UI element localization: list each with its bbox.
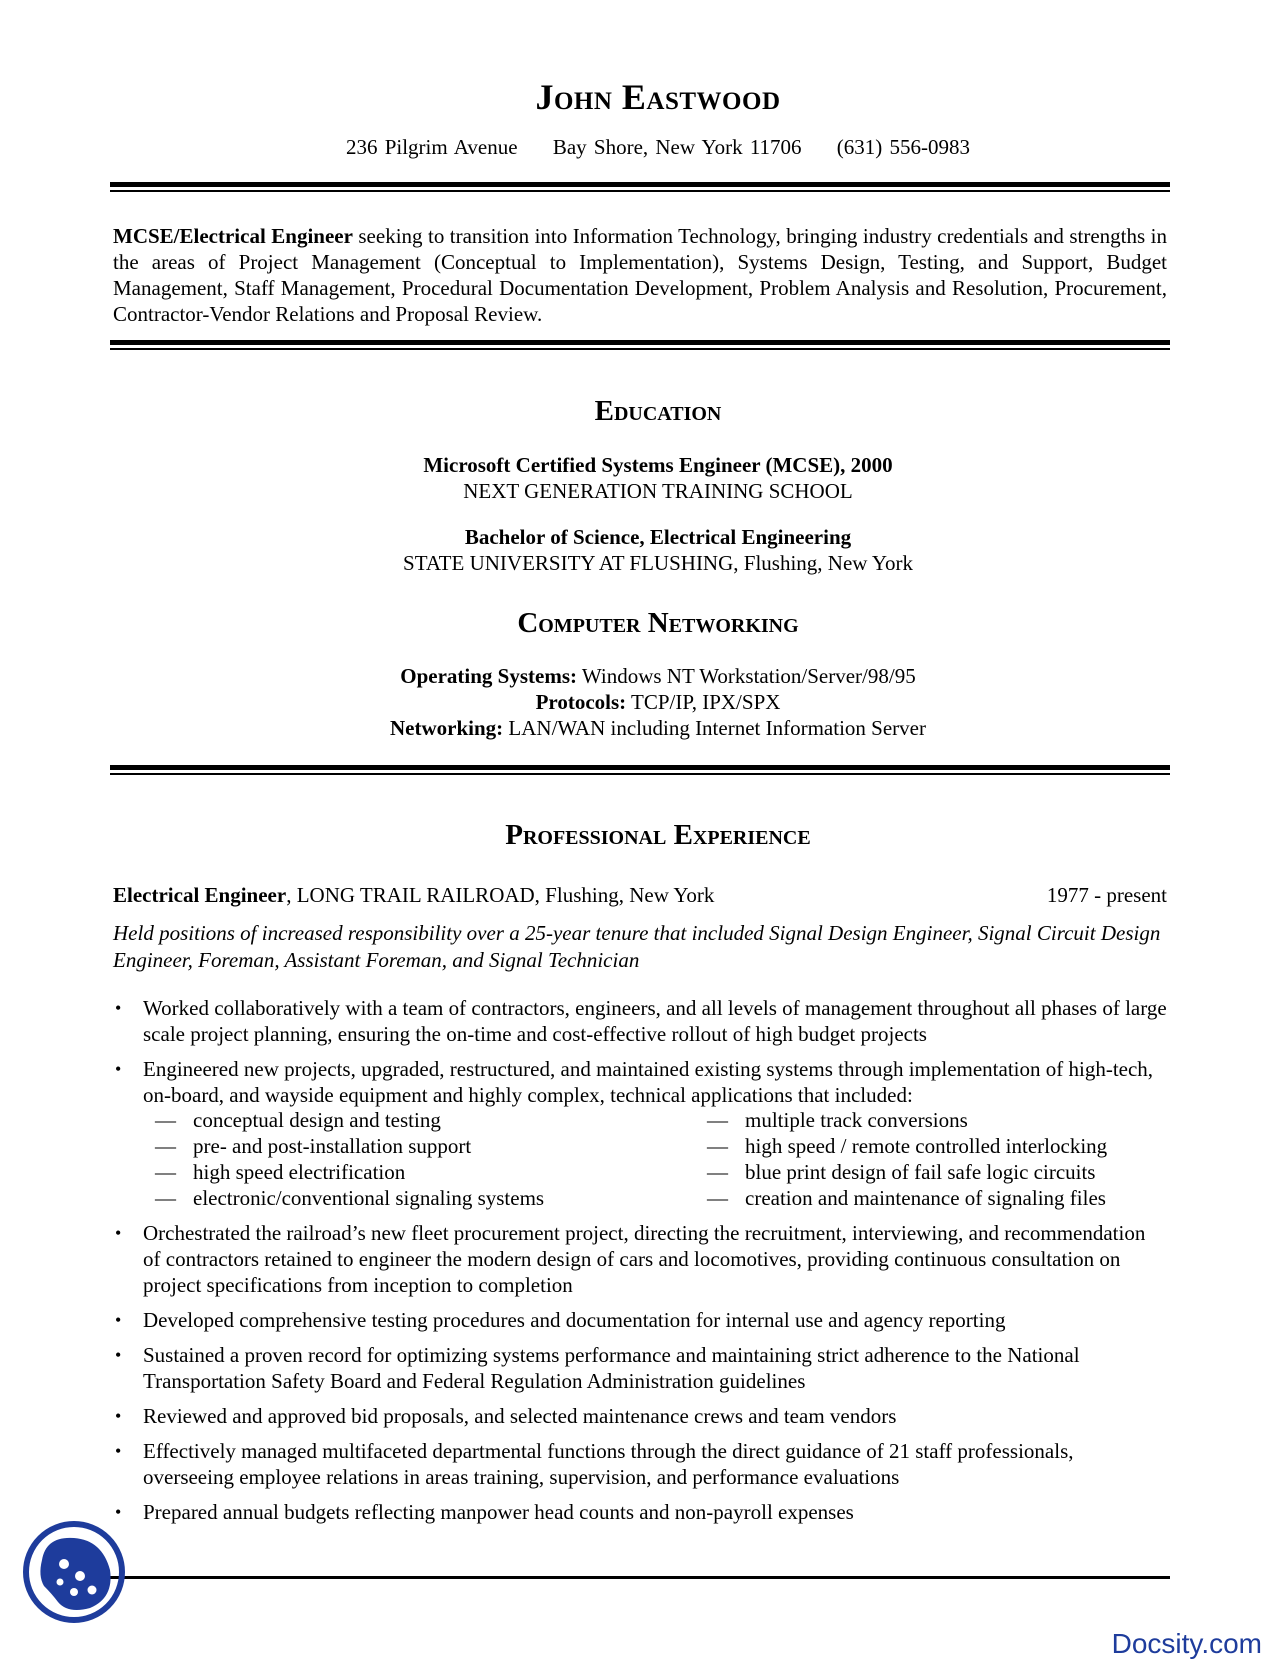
dash-icon: — [155,1186,176,1210]
technical-application-item [695,1185,1163,1211]
degree: Bachelor of Science, Electrical Engineering [464,525,852,549]
job-title: Electrical Engineer [113,883,287,907]
technical-application-text: blue print design of fail safe logic circuits [745,1160,1096,1184]
dash-icon: — [155,1160,176,1184]
education-entry-1 [0,452,1280,504]
networking-value: LAN/WAN including Internet Information Server [503,716,926,740]
dash-icon: — [707,1134,728,1158]
technical-application-item [143,1107,695,1133]
technical-application-text: high speed / remote controlled interlocking [745,1134,1108,1158]
dash-icon: — [707,1108,728,1132]
divider [110,182,1170,192]
networking-label: Networking: [390,716,504,740]
networking-details [0,663,1280,741]
employer: , LONG TRAIL RAILROAD, Flushing, New York [286,883,715,907]
school: STATE UNIVERSITY AT FLUSHING, Flushing, New York [403,551,913,575]
achievement-text: Reviewed and approved bid proposals, and selected maintenance crews and team vendors [143,1404,897,1428]
docsity-brand: Docsity.com [1111,1628,1262,1659]
achievement-item [113,1438,1167,1490]
achievement-text: Developed comprehensive testing procedures and documentation for internal use and agency reporting [143,1308,1006,1332]
achievement-item [113,1307,1167,1333]
bullet-icon: • [115,1406,122,1426]
technical-application-text: multiple track conversions [745,1108,968,1132]
technical-application-item [143,1133,695,1159]
experience-heading: Professional Experience [505,819,811,851]
achievement-item [113,1220,1167,1298]
dash-icon: — [155,1134,176,1158]
address: 236 Pilgrim Avenue [345,135,518,159]
dash-icon: — [707,1186,728,1210]
technical-application-item [143,1185,695,1211]
dash-icon: — [707,1160,728,1184]
footer-divider [110,1576,1170,1579]
technical-application-text: high speed electrification [193,1160,406,1184]
achievement-item [113,995,1167,1047]
technical-application-text: creation and maintenance of signaling files [745,1186,1106,1210]
protocols-line [0,689,1280,715]
job-dates: 1977 - present [1046,883,1167,907]
technical-application-text: pre- and post-installation support [193,1134,472,1158]
os-line [0,663,1280,689]
achievement-text: Orchestrated the railroad’s new fleet procurement project, directing the recruitment, interviewing, and recommendation of contractors retained to engineer the modern design of cars and locomotives, providing continuous consultation on project specifications from inception to completion [143,1221,1146,1297]
achievement-text: Worked collaboratively with a team of contractors, engineers, and all levels of management throughout all phases of large scale project planning, ensuring the on-time and cost-effective rollout of high budget projects [143,996,1167,1046]
summary [113,223,1167,327]
divider [110,765,1170,775]
candidate-name: John Eastwood [535,77,781,117]
bullet-icon: • [115,998,122,1018]
job-description: Held positions of increased responsibility over a 25-year tenure that included Signal Design Engineer, Signal Circuit Design Engineer, Foreman, Assistant Foreman, and Signal Technician [113,921,1161,972]
achievement-item [113,1403,1167,1429]
technical-application-text: electronic/conventional signaling systems [193,1186,545,1210]
bullet-icon: • [115,1441,122,1461]
achievement-text: Sustained a proven record for optimizing systems performance and maintaining strict adherence to the National Transportation Safety Board and Federal Regulation Administration guidelines [143,1343,1080,1393]
bullet-icon: • [115,1310,122,1330]
education-entry-2 [0,524,1280,576]
achievement-text: Engineered new projects, upgraded, restructured, and maintained existing systems through implementation of high-tech, on-board, and wayside equipment and highly complex, technical applications that included: [143,1057,1154,1107]
os-label: Operating Systems: [400,664,578,688]
divider [110,340,1170,350]
education-heading: Education [594,395,722,427]
dash-icon: — [155,1108,176,1132]
protocols-label: Protocols: [535,690,627,714]
bullet-icon: • [115,1502,122,1522]
city: Bay Shore, New York 11706 [552,135,802,159]
technical-application-text: conceptual design and testing [193,1108,441,1132]
achievement-text: Effectively managed multifaceted departmental functions through the direct guidance of 21 staff professionals, overseeing employee relations in areas training, supervision, and performance evaluations [143,1439,1074,1489]
technical-application-item [143,1159,695,1185]
technical-application-item [695,1159,1163,1185]
docsity-logo-icon [22,1520,126,1624]
os-value: Windows NT Workstation/Server/98/95 [577,664,916,688]
summary-text: seeking to transition into Information Technology, bringing industry credentials and strengths in the areas of Project Management (Conceptual to Implementation), Systems Design, Testing, and Support, Budget Management, Staff Management, Procedural Documentation Development, Problem Analysis and Resolution, Procurement, Contractor-Vendor Relations and Proposal Review. [113,224,1167,326]
job-line [113,883,1167,908]
networking-heading: Computer Networking [517,607,799,639]
contact-line [0,135,1280,160]
bullet-icon: • [115,1345,122,1365]
school: NEXT GENERATION TRAINING SCHOOL [463,479,853,503]
summary-lead: MCSE/Electrical Engineer [113,224,353,248]
achievement-list [113,995,1167,1534]
protocols-value: TCP/IP, IPX/SPX [626,690,781,714]
achievement-item [113,1056,1167,1211]
technical-applications-list [143,1107,1163,1211]
technical-application-item [695,1107,1163,1133]
bullet-icon: • [115,1223,122,1243]
technical-application-item [695,1133,1163,1159]
degree: Microsoft Certified Systems Engineer (MCSE), 2000 [423,453,893,477]
bullet-icon: • [115,1059,122,1079]
networking-line [0,715,1280,741]
phone: (631) 556-0983 [836,135,971,159]
achievement-item [113,1342,1167,1394]
achievement-item [113,1499,1167,1525]
achievement-text: Prepared annual budgets reflecting manpower head counts and non-payroll expenses [143,1500,854,1524]
